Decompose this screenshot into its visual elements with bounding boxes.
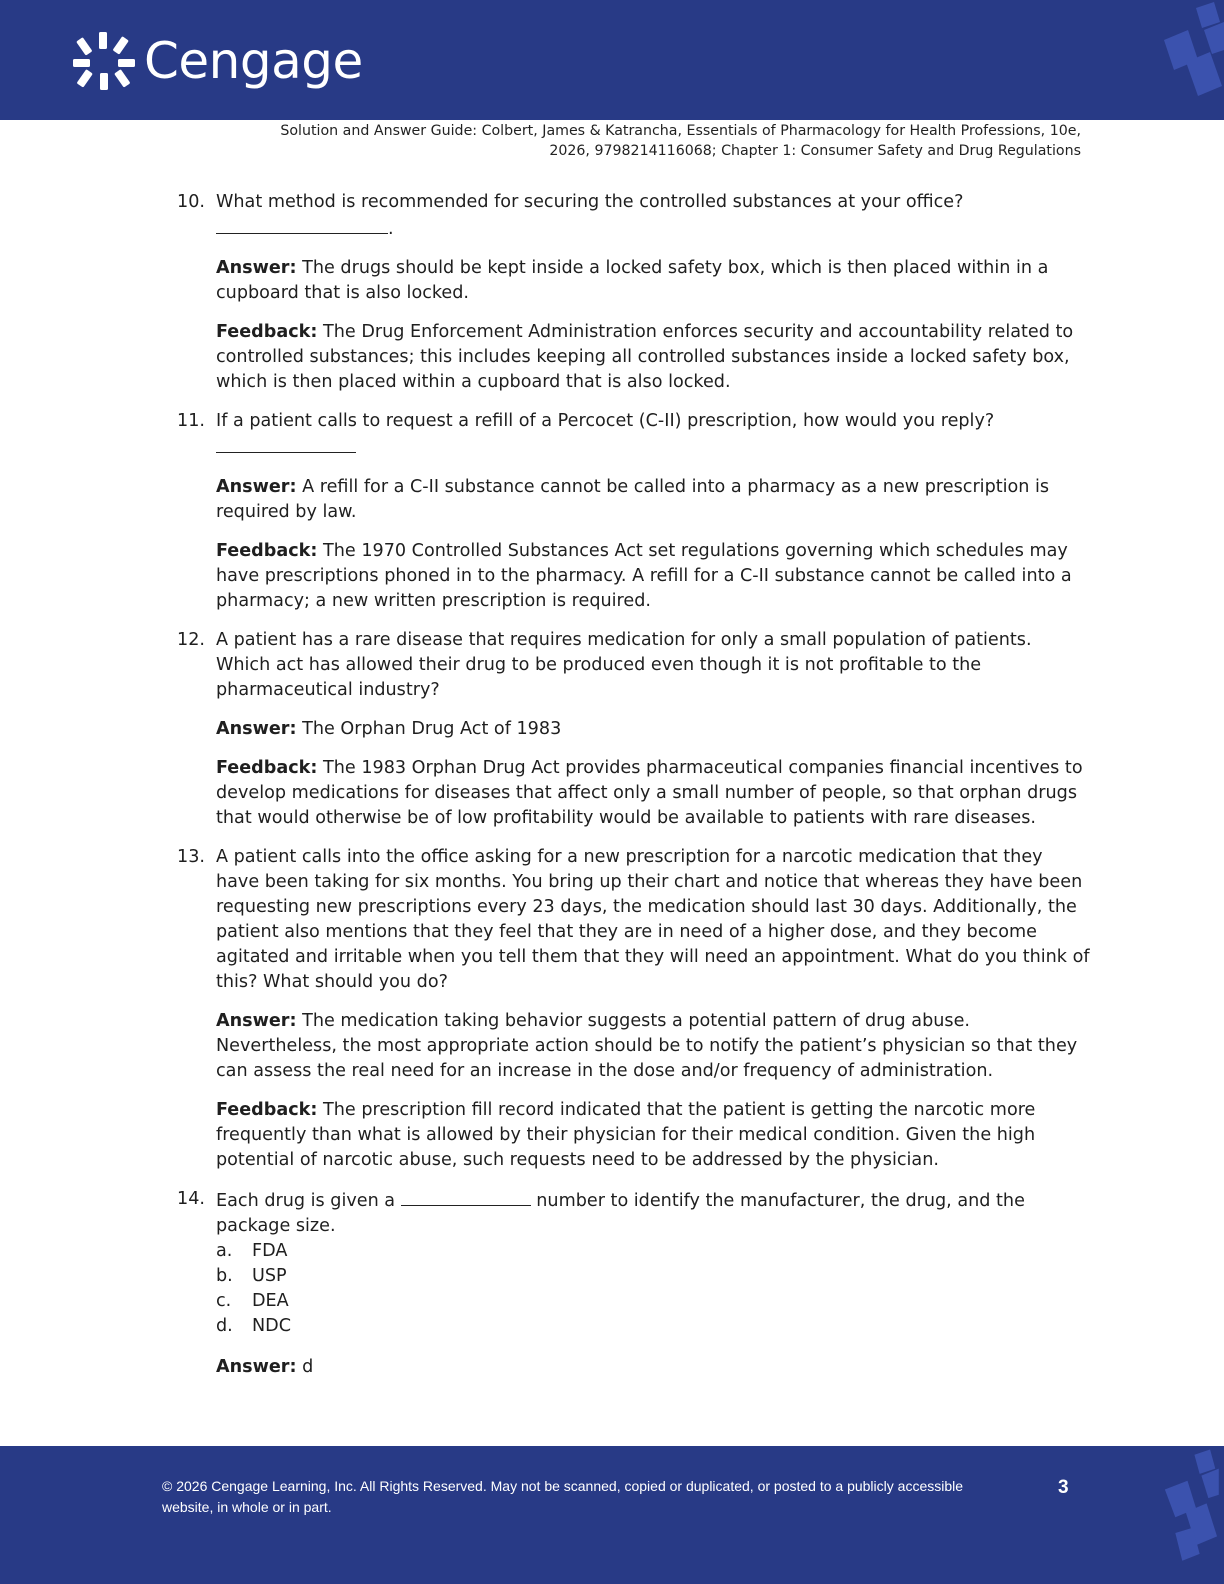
answer-text: A refill for a C-II substance cannot be called into a pharmacy as a new prescription is required by law. bbox=[216, 477, 1050, 522]
answer-block bbox=[216, 475, 1090, 525]
feedback-block bbox=[216, 539, 1090, 614]
feedback-label: Feedback: bbox=[216, 758, 318, 778]
answer-label: Answer: bbox=[216, 258, 297, 278]
feedback-block bbox=[216, 320, 1090, 395]
feedback-text: The Drug Enforcement Administration enforces security and accountability related to controlled substances; this includes keeping all controlled substances inside a locked safety box, which is then placed within a cupboard that is also locked. bbox=[216, 322, 1074, 392]
option-list bbox=[216, 1239, 1090, 1339]
question-text: If a patient calls to request a refill of a Percocet (C-II) prescription, how would you reply? bbox=[216, 409, 1090, 461]
answer-label: Answer: bbox=[216, 477, 297, 497]
option-text: DEA bbox=[252, 1291, 289, 1311]
brand-name: Cengage bbox=[144, 32, 363, 90]
answer-label: Answer: bbox=[216, 719, 297, 739]
answer-block bbox=[216, 1355, 1090, 1380]
question-13 bbox=[170, 845, 1090, 1173]
guide-title-line-2: 2026, 9798214116068; Chapter 1: Consumer Safety and Drug Regulations bbox=[549, 143, 1081, 159]
option-letter: a. bbox=[216, 1241, 233, 1261]
question-11 bbox=[170, 409, 1090, 614]
answer-block bbox=[216, 256, 1090, 306]
answer-label: Answer: bbox=[216, 1011, 297, 1031]
answer-blank bbox=[216, 215, 388, 234]
option-text: NDC bbox=[252, 1316, 291, 1336]
option-text: USP bbox=[252, 1266, 287, 1286]
question-10 bbox=[170, 190, 1090, 395]
answer-block bbox=[216, 1009, 1090, 1084]
option-letter: d. bbox=[216, 1316, 233, 1336]
footer-band bbox=[0, 1446, 1224, 1584]
feedback-text: The 1983 Orphan Drug Act provides pharmaceutical companies financial incentives to develop medications for diseases that affect only a small number of people, so that orphan drugs that would otherwise be of low profitability would be available to patients with rare diseases. bbox=[216, 758, 1083, 828]
question-text: Each drug is given a number to identify the manufacturer, the drug, and the package size. bbox=[216, 1187, 1090, 1239]
feedback-block bbox=[216, 756, 1090, 831]
answer-label: Answer: bbox=[216, 1357, 297, 1377]
feedback-block bbox=[216, 1098, 1090, 1173]
answer-text: The Orphan Drug Act of 1983 bbox=[302, 719, 562, 739]
option-c bbox=[216, 1289, 1090, 1314]
option-text: FDA bbox=[252, 1241, 288, 1261]
feedback-label: Feedback: bbox=[216, 541, 318, 561]
header-band bbox=[0, 0, 1224, 120]
question-14 bbox=[170, 1187, 1090, 1380]
question-12 bbox=[170, 628, 1090, 831]
page-number: 3 bbox=[1058, 1477, 1069, 1498]
question-text: What method is recommended for securing the controlled substances at your office? . bbox=[216, 192, 964, 239]
question-number: 10. bbox=[177, 192, 205, 212]
answer-text: The medication taking behavior suggests a potential pattern of drug abuse. Nevertheless, the most appropriate action should be to notify the patient’s physician so that they can assess the real need for an increase in the dose and/or frequency of administration. bbox=[216, 1011, 1078, 1081]
question-number: 12. bbox=[177, 630, 205, 650]
answer-block bbox=[216, 717, 1090, 742]
answer-text: d bbox=[302, 1357, 314, 1377]
copyright-notice: © 2026 Cengage Learning, Inc. All Rights Reserved. May not be scanned, copied or duplicated, or posted to a publicly accessible website, in whole or in part. bbox=[162, 1478, 964, 1515]
question-text: A patient calls into the office asking for a new prescription for a narcotic medication that they have been taking for six months. You bring up their chart and notice that whereas they have been requesting new prescriptions every 23 days, the medication should last 30 days. Additionally, the patient also mentions that they feel that they are in need of a higher dose, and they become agitated and irritable when you tell them that they will need an appointment. What do you think of this? What should you do? bbox=[216, 847, 1090, 992]
option-d bbox=[216, 1314, 1090, 1339]
cengage-logo bbox=[72, 30, 363, 92]
corner-decoration-icon bbox=[1144, 0, 1224, 120]
question-number: 11. bbox=[177, 411, 205, 431]
option-a bbox=[216, 1239, 1090, 1264]
question-text: A patient has a rare disease that requires medication for only a small population of patients. Which act has allowed their drug to be produced even though it is not profitable to the pharmaceutical industry? bbox=[216, 630, 1032, 700]
option-letter: c. bbox=[216, 1291, 232, 1311]
guide-title bbox=[150, 121, 1081, 161]
corner-decoration-icon bbox=[1144, 1446, 1224, 1566]
question-number: 14. bbox=[177, 1189, 205, 1209]
feedback-label: Feedback: bbox=[216, 322, 318, 342]
feedback-text: The prescription fill record indicated that the patient is getting the narcotic more frequently than what is allowed by their physician for their medical condition. Given the high potential of narcotic abuse, such requests need to be addressed by the physician. bbox=[216, 1100, 1036, 1170]
answer-blank bbox=[401, 1187, 531, 1206]
guide-title-line-1: Solution and Answer Guide: Colbert, James & Katrancha, Essentials of Pharmacology for Health Professions, 10e, bbox=[280, 123, 1081, 139]
question-list bbox=[170, 190, 1090, 1380]
cengage-burst-icon bbox=[72, 30, 136, 92]
feedback-label: Feedback: bbox=[216, 1100, 318, 1120]
question-number: 13. bbox=[177, 847, 205, 867]
option-b bbox=[216, 1264, 1090, 1289]
feedback-text: The 1970 Controlled Substances Act set regulations governing which schedules may have prescriptions phoned in to the pharmacy. A refill for a C-II substance cannot be called into a pharmacy; a new written prescription is required. bbox=[216, 541, 1072, 611]
answer-text: The drugs should be kept inside a locked safety box, which is then placed within in a cupboard that is also locked. bbox=[216, 258, 1049, 303]
option-letter: b. bbox=[216, 1266, 233, 1286]
answer-blank bbox=[216, 434, 356, 453]
